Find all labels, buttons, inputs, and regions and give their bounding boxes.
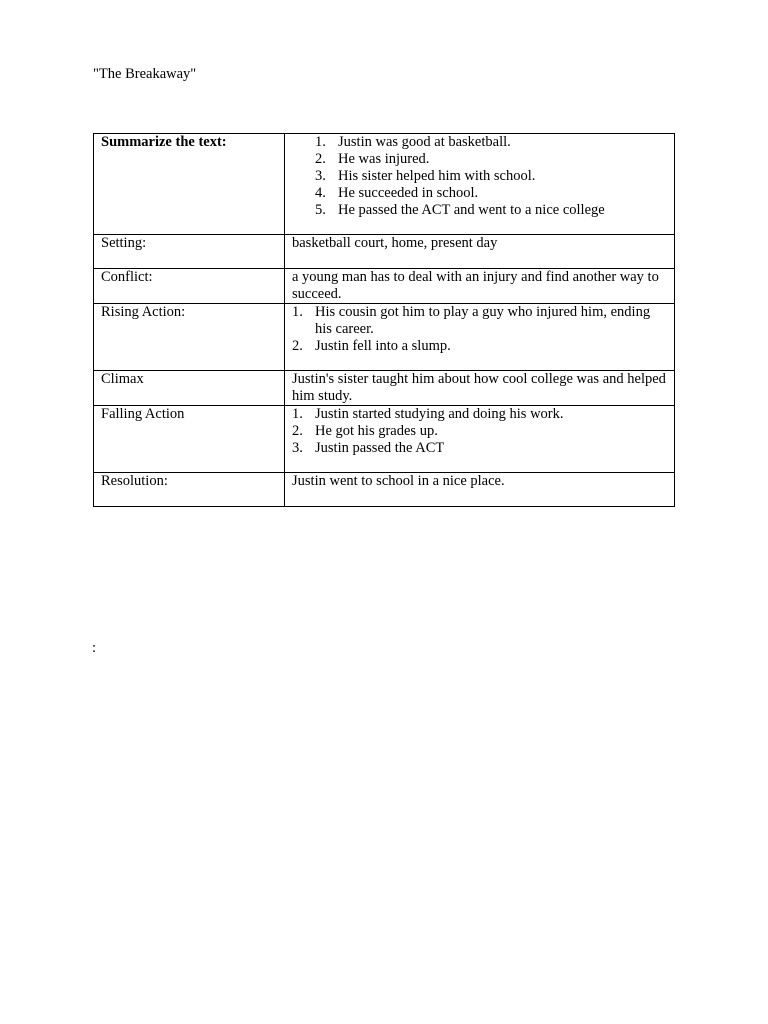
falling-action-item: 3. Justin passed the ACT — [292, 440, 445, 456]
falling-action-list — [292, 406, 667, 457]
table-row-rising-action — [94, 304, 675, 371]
resolution-label: Resolution: — [94, 473, 285, 507]
summary-label: Summarize the text: — [94, 134, 285, 235]
falling-action-label: Falling Action — [94, 406, 285, 473]
summary-item: 3. His sister helped him with school. — [315, 168, 536, 184]
falling-action-cell — [285, 406, 675, 473]
climax-label: Climax — [94, 371, 285, 406]
stray-colon: : — [92, 640, 97, 656]
document-title: "The Breakaway" — [93, 66, 197, 82]
setting-label: Setting: — [94, 235, 285, 269]
conflict-label: Conflict: — [94, 269, 285, 304]
table-row-conflict — [94, 269, 675, 304]
rising-action-item: 2. Justin fell into a slump. — [292, 338, 451, 354]
conflict-value: a young man has to deal with an injury and find another way to succeed. — [285, 269, 675, 304]
setting-value: basketball court, home, present day — [285, 235, 675, 269]
rising-action-list — [292, 304, 667, 355]
resolution-value: Justin went to school in a nice place. — [285, 473, 675, 507]
summary-cell — [285, 134, 675, 235]
summary-item: 5. He passed the ACT and went to a nice college — [315, 202, 605, 218]
rising-action-item: 1. His cousin got him to play a guy who injured him, ending his career. — [292, 304, 651, 337]
summary-item: 1. Justin was good at basketball. — [315, 134, 511, 150]
summary-list — [292, 134, 667, 219]
table-row-setting — [94, 235, 675, 269]
climax-value: Justin's sister taught him about how cool college was and helped him study. — [285, 371, 675, 406]
falling-action-item: 2. He got his grades up. — [292, 423, 438, 439]
table-row-summary — [94, 134, 675, 235]
table-row-resolution — [94, 473, 675, 507]
table-row-climax — [94, 371, 675, 406]
summary-item: 2. He was injured. — [315, 151, 430, 167]
summary-item: 4. He succeeded in school. — [315, 185, 479, 201]
falling-action-item: 1. Justin started studying and doing his work. — [292, 406, 564, 422]
table-row-falling-action — [94, 406, 675, 473]
rising-action-label: Rising Action: — [94, 304, 285, 371]
rising-action-cell — [285, 304, 675, 371]
story-elements-table — [93, 133, 675, 507]
